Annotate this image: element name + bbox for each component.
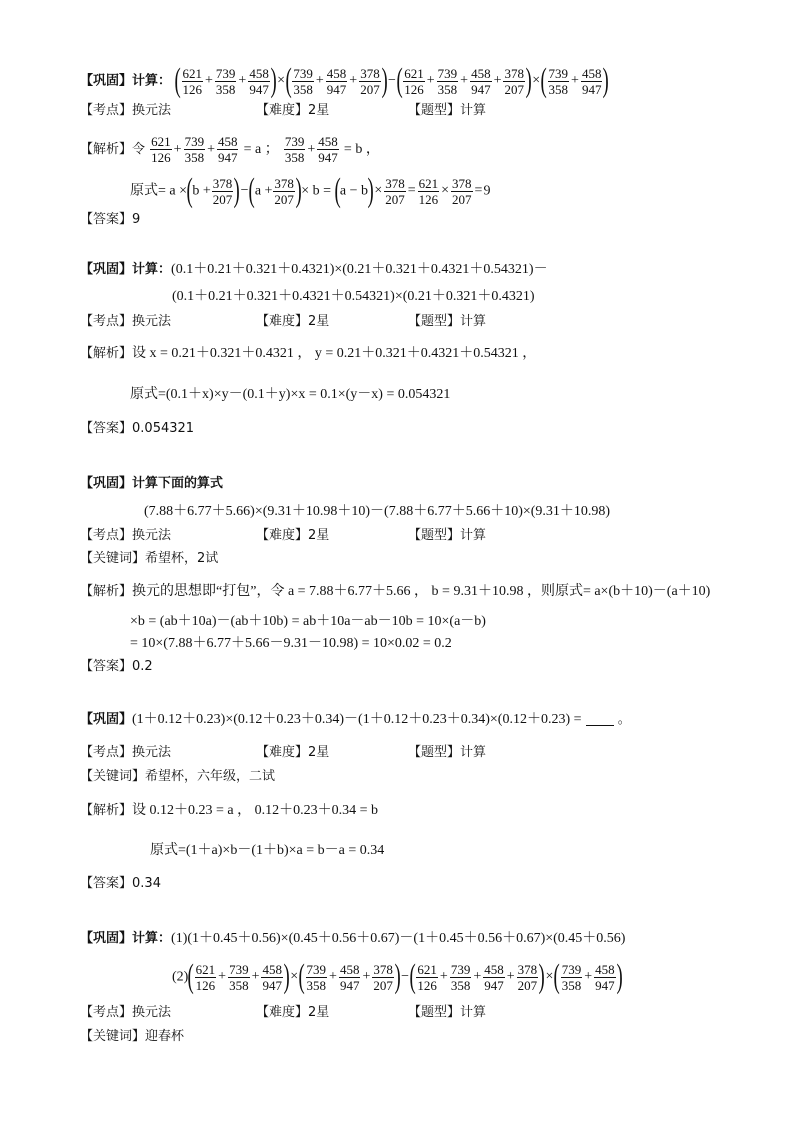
fraction-numerator: 739: [229, 961, 249, 977]
text-span: 原式=(1＋a)×b－(1＋b)×a = b－a = 0.34: [150, 843, 385, 858]
fraction-numerator: 739: [437, 65, 458, 81]
math-operator: +: [207, 141, 215, 157]
text-span: 计算：: [132, 931, 172, 946]
text-span: 【关键词】: [80, 1029, 146, 1044]
bracket: ): [616, 958, 623, 995]
text-span: 【答案】: [80, 659, 133, 674]
text-span: 【巩固】: [80, 712, 133, 727]
math-operator: +: [315, 73, 324, 88]
math-operator: ×: [441, 183, 450, 198]
fraction-denominator: 126: [417, 977, 437, 993]
fraction-denominator: 126: [182, 81, 202, 97]
fraction-numerator: 378: [360, 65, 380, 81]
fraction: [403, 66, 425, 97]
fraction-numerator: 739: [184, 134, 205, 149]
fraction: [215, 66, 237, 97]
bracket: (: [334, 172, 341, 209]
bracket: ): [295, 172, 302, 209]
text-span: 原式=(0.1＋x)×y－(0.1＋y)×x = 0.1×(y－x) = 0.054321: [130, 387, 451, 402]
text-span: 【答案】: [80, 421, 133, 436]
problem-3-keywords: [80, 549, 218, 569]
bracket: ): [538, 958, 545, 995]
problem-3-type: [408, 526, 486, 546]
fraction-numerator: 458: [595, 961, 615, 977]
problem-3-solution-line2: [130, 612, 486, 632]
math-operator: +: [307, 141, 316, 157]
bracket: ): [367, 172, 374, 209]
fraction: [503, 66, 525, 97]
fraction-numerator: 739: [306, 961, 327, 977]
fraction-denominator: 207: [274, 191, 294, 207]
math-operator: +: [571, 73, 579, 88]
fraction: [217, 134, 239, 165]
fraction: [581, 66, 603, 97]
text-span: = a ；: [243, 142, 279, 157]
text-span: = b ，: [343, 142, 380, 157]
text-span: 【难度】: [256, 745, 309, 760]
text-span: 计算：: [132, 262, 172, 277]
problem-2-answer: [80, 419, 194, 439]
bracket: ): [283, 958, 290, 995]
problem-3-solution-line3: [130, 634, 452, 654]
text-span: 0.34: [132, 876, 161, 891]
text-span: 【题型】: [408, 745, 461, 760]
text-span: 【题型】: [408, 528, 461, 543]
text-span: 【巩固】: [80, 476, 133, 491]
problem-1-difficulty: [256, 101, 329, 121]
problem-2-header: [80, 260, 548, 280]
text-span: 【题型】: [408, 314, 461, 329]
text-span: 【题型】: [408, 103, 461, 118]
text-span: 计算: [460, 528, 487, 543]
math-operator: +: [349, 73, 358, 88]
problem-1-meta: [80, 101, 171, 121]
fraction: [470, 66, 492, 97]
fraction-denominator: 947: [318, 150, 338, 165]
bracket: (: [396, 62, 403, 99]
math-operator: +: [460, 73, 469, 88]
fraction-numerator: 378: [373, 961, 393, 977]
fraction-numerator: 739: [561, 961, 582, 977]
text-span: a +: [254, 183, 273, 199]
text-span: (2): [172, 969, 189, 985]
fraction-denominator: 947: [249, 81, 269, 97]
math-operator: +: [473, 969, 482, 984]
bracket: (: [186, 172, 193, 209]
math-operator: +: [251, 969, 260, 984]
fraction-denominator: 358: [306, 977, 327, 993]
fraction-numerator: 621: [417, 961, 437, 977]
problem-4-meta: [80, 743, 171, 763]
text-span: 设 x = 0.21＋0.321＋0.4321 ， y = 0.21＋0.321＋0.4321＋0.54321 ，: [132, 346, 537, 361]
fraction: [548, 66, 570, 97]
bracket: ): [394, 958, 401, 995]
text-span: 计算: [460, 745, 487, 760]
fraction-numerator: 621: [151, 134, 171, 149]
fraction-denominator: 358: [437, 81, 458, 97]
fraction-numerator: 378: [274, 175, 294, 191]
fraction-denominator: 126: [151, 150, 171, 165]
text-span: 希望杯，六年级，二试: [145, 769, 276, 784]
fraction-numerator: 458: [217, 134, 238, 149]
text-span: (1): [171, 931, 188, 946]
math-operator: ×: [532, 73, 541, 88]
bracket: ): [381, 62, 388, 99]
problem-5-difficulty: [256, 1003, 329, 1023]
fraction-numerator: 378: [385, 175, 405, 191]
problem-1-header: [80, 64, 609, 98]
fraction-numerator: 458: [484, 961, 504, 977]
bracket: (: [285, 62, 292, 99]
bracket: ): [270, 62, 277, 99]
fraction-denominator: 358: [450, 977, 471, 993]
math-operator: +: [329, 969, 337, 984]
text-span: 2星: [308, 103, 330, 118]
problem-4-answer: [80, 874, 161, 894]
fraction: [384, 176, 406, 207]
fraction-numerator: 621: [418, 175, 439, 191]
fraction-denominator: 126: [404, 81, 424, 97]
fraction: [561, 962, 583, 993]
math-operator: +: [584, 969, 593, 984]
bracket: (: [249, 172, 256, 209]
math-operator: −: [401, 969, 410, 984]
fraction-denominator: 207: [517, 977, 538, 993]
math-operator: +: [439, 969, 448, 984]
math-operator: +: [173, 141, 182, 157]
fraction-numerator: 739: [215, 65, 236, 81]
fraction-denominator: 947: [326, 81, 347, 97]
fraction-denominator: 207: [360, 81, 380, 97]
problem-4-solution-line1: [80, 801, 378, 821]
fraction: [437, 66, 459, 97]
fraction-denominator: 358: [184, 150, 205, 165]
text-span: ×b = (ab＋10a)－(ab＋10b) = ab＋10a－ab－10b = 10×(a－b): [130, 614, 486, 629]
fraction-numerator: 739: [293, 65, 313, 81]
fraction-denominator: 947: [339, 977, 360, 993]
fraction-numerator: 458: [339, 961, 360, 977]
math-operator: +: [205, 73, 213, 88]
text-span: 【考点】: [80, 1005, 133, 1020]
fraction: [182, 66, 204, 97]
fraction-denominator: 207: [373, 977, 393, 993]
math-operator: ×: [290, 969, 299, 984]
problem-2-solution-line1: [80, 344, 536, 364]
problem-2-solution-line2: [130, 385, 450, 405]
problem-1-type: [408, 101, 486, 121]
fraction-numerator: 458: [326, 65, 347, 81]
text-span: 【考点】: [80, 745, 133, 760]
text-span: 计算: [460, 103, 487, 118]
fraction: [359, 66, 381, 97]
text-span: = 10×(7.88＋6.77＋5.66－9.31－10.98) = 10×0.02 = 0.2: [130, 636, 452, 651]
text-span: 换元法: [132, 745, 172, 760]
math-operator: −: [388, 73, 396, 88]
text-span: 2星: [308, 1005, 330, 1020]
fraction: [418, 176, 440, 207]
fraction-numerator: 458: [249, 65, 269, 81]
text-span: 【解析】: [80, 584, 133, 599]
problem-1-expression: [174, 62, 610, 99]
bracket: ): [233, 172, 241, 209]
text-span: 【考点】: [80, 314, 133, 329]
text-span: 【难度】: [256, 1005, 309, 1020]
tag-gonggu: 【巩固】: [80, 73, 133, 89]
problem-3-meta: [80, 526, 171, 546]
fraction-denominator: 947: [581, 81, 602, 97]
fraction: [372, 962, 394, 993]
text-span: 计算: [460, 314, 487, 329]
fraction-numerator: 378: [517, 961, 538, 977]
text-span: 【难度】: [256, 314, 309, 329]
text-span: 令: [132, 142, 146, 157]
text-span: 【关键词】: [80, 769, 146, 784]
math-operator: +: [506, 969, 515, 984]
fraction-numerator: 621: [404, 65, 424, 81]
problem-3-answer: [80, 657, 153, 677]
bracket: (: [409, 958, 416, 995]
text-span: 【解析】: [80, 346, 133, 361]
text-span: 设 0.12＋0.23 = a ， 0.12＋0.23＋0.34 = b: [132, 803, 379, 818]
problem-3-difficulty: [256, 526, 329, 546]
fraction-numerator: 621: [195, 961, 216, 977]
math-operator: −: [240, 183, 249, 198]
problem-1-solution-line1: [80, 134, 380, 165]
fraction: [317, 134, 339, 165]
fraction-denominator: 358: [215, 81, 236, 97]
text-span: (0.1＋0.21＋0.321＋0.4321＋0.54321)×(0.21＋0.321＋0.4321): [172, 289, 535, 304]
problem-3-expression: [144, 502, 610, 522]
fraction-denominator: 126: [195, 977, 216, 993]
text-span: 0.054321: [132, 421, 195, 436]
text-span: 换元的思想即“打包”，令 a = 7.88＋6.77＋5.66 ， b = 9.31＋10.98 ，则原式= a×(b＋10)－(a＋10): [132, 584, 711, 599]
problem-5-expr-2: [172, 960, 622, 994]
problem-1-solution-line2: [130, 174, 490, 208]
answer-blank: [586, 713, 614, 726]
math-operator: ×: [545, 969, 554, 984]
bracket: (: [553, 958, 561, 995]
math-operator: +: [362, 969, 371, 984]
math-operator: +: [426, 73, 435, 88]
fraction-numerator: 458: [581, 65, 602, 81]
problem-5-meta: [80, 1003, 171, 1023]
fraction-numerator: 378: [212, 175, 233, 191]
bracket: (: [174, 62, 181, 99]
problem-4-solution-line2: [150, 841, 384, 861]
text-span: 9: [483, 183, 491, 199]
math-operator: +: [218, 969, 227, 984]
fraction-denominator: 358: [284, 150, 305, 165]
fraction-numerator: 458: [471, 65, 491, 81]
fraction: [451, 176, 473, 207]
text-span: 【考点】: [80, 103, 133, 118]
problem-4-expression: (1＋0.12＋0.23)×(0.12＋0.23＋0.34)－(1＋0.12＋0.23＋0.34)×(0.12＋0.23) =: [132, 712, 582, 727]
problem-3-title: 计算下面的算式: [132, 476, 224, 491]
fraction-denominator: 947: [484, 977, 504, 993]
fraction: [261, 962, 283, 993]
math-operator: +: [493, 73, 502, 88]
fraction-denominator: 947: [217, 150, 238, 165]
fraction-denominator: 207: [212, 191, 233, 207]
fraction: [450, 962, 472, 993]
bracket: ): [602, 62, 610, 99]
calc-label: 计算：: [132, 73, 172, 89]
text-span: b +: [192, 183, 211, 199]
problem-2-type: [408, 312, 486, 332]
problem-2-expr-line2: [172, 287, 535, 307]
text-span: 【答案】: [80, 212, 133, 227]
fraction: [594, 962, 616, 993]
fraction-denominator: 947: [595, 977, 615, 993]
fraction: [339, 962, 361, 993]
text-span: 【难度】: [256, 528, 309, 543]
math-operator: =: [407, 183, 416, 198]
fraction: [195, 962, 217, 993]
fraction-denominator: 358: [548, 81, 569, 97]
text-span: 2星: [308, 314, 330, 329]
fraction-numerator: 378: [452, 175, 472, 191]
fraction-numerator: 378: [504, 65, 524, 81]
problem-2-expr-line1: (0.1＋0.21＋0.321＋0.4321)×(0.21＋0.321＋0.4321＋0.54321)－: [171, 262, 548, 277]
text-span: 换元法: [132, 528, 172, 543]
bracket: ): [525, 62, 532, 99]
text-span: 【解析】: [80, 803, 133, 818]
text-span: 【关键词】: [80, 551, 146, 566]
fraction: [326, 66, 348, 97]
fraction-numerator: 739: [450, 961, 471, 977]
text-span: 计算: [460, 1005, 487, 1020]
fraction-denominator: 358: [229, 977, 249, 993]
fraction-denominator: 358: [561, 977, 582, 993]
fraction-denominator: 126: [418, 191, 439, 207]
fraction: [517, 962, 539, 993]
text-span: 9: [132, 212, 141, 227]
text-span: 2星: [308, 528, 330, 543]
bracket: (: [187, 958, 195, 995]
fraction-numerator: 739: [548, 65, 569, 81]
bracket: (: [540, 62, 547, 99]
fraction-denominator: 207: [504, 81, 524, 97]
fraction: [292, 66, 314, 97]
math-operator: =: [474, 183, 483, 198]
fraction-denominator: 207: [385, 191, 405, 207]
text-span: 迎春杯: [145, 1029, 185, 1044]
math-operator: +: [238, 73, 247, 88]
text-span: 换元法: [132, 314, 172, 329]
problem-4-difficulty: [256, 743, 329, 763]
fraction: [228, 962, 250, 993]
fraction-denominator: 947: [471, 81, 491, 97]
fraction-denominator: 947: [262, 977, 282, 993]
math-operator: ×: [374, 183, 383, 198]
problem-4-header: [80, 710, 631, 730]
text-span: 0.2: [132, 659, 153, 674]
bracket: (: [298, 958, 305, 995]
problem-5-expr-1: (1＋0.45＋0.56)×(0.45＋0.56＋0.67)－(1＋0.45＋0.56＋0.67)×(0.45＋0.56): [187, 931, 626, 946]
problem-5-type: [408, 1003, 486, 1023]
text-span: 【考点】: [80, 528, 133, 543]
fraction-denominator: 207: [452, 191, 472, 207]
text-span: 【题型】: [408, 1005, 461, 1020]
fraction: [416, 962, 438, 993]
math-operator: ×: [277, 73, 286, 88]
text-span: 换元法: [132, 103, 172, 118]
text-span: 【解析】: [80, 142, 133, 157]
text-span: 【巩固】: [80, 931, 133, 946]
fraction: [273, 176, 295, 207]
text-span: 【答案】: [80, 876, 133, 891]
text-span: 【难度】: [256, 103, 309, 118]
fraction: [150, 134, 172, 165]
text-span: 2星: [308, 745, 330, 760]
fraction: [248, 66, 270, 97]
problem-4-keywords: [80, 767, 275, 787]
fraction-numerator: 739: [284, 134, 305, 149]
fraction: [184, 134, 206, 165]
text-span: 希望杯，2试: [145, 551, 219, 566]
fraction: [284, 134, 306, 165]
fraction-numerator: 621: [182, 65, 202, 81]
text-span: × b =: [301, 183, 335, 199]
text-span: (7.88＋6.77＋5.66)×(9.31＋10.98＋10)－(7.88＋6.77＋5.66＋10)×(9.31＋10.98): [144, 504, 611, 519]
problem-3-solution-line1: [80, 582, 710, 602]
fraction: [483, 962, 505, 993]
fraction: [212, 176, 234, 207]
fraction-denominator: 358: [293, 81, 313, 97]
text-span: 换元法: [132, 1005, 172, 1020]
fraction-numerator: 458: [262, 961, 282, 977]
problem-5-keywords: [80, 1027, 184, 1047]
problem-2-meta: [80, 312, 171, 332]
problem-4-type: [408, 743, 486, 763]
fraction: [306, 962, 328, 993]
problem-2-difficulty: [256, 312, 329, 332]
problem-5-header: [80, 929, 625, 949]
text-span: 。: [617, 712, 631, 727]
text-span: 【巩固】: [80, 262, 133, 277]
text-span: 原式= a ×: [130, 183, 188, 199]
problem-3-header: [80, 474, 223, 494]
text-span: a − b: [339, 183, 368, 199]
problem-1-answer: [80, 210, 140, 230]
fraction-numerator: 458: [318, 134, 338, 149]
